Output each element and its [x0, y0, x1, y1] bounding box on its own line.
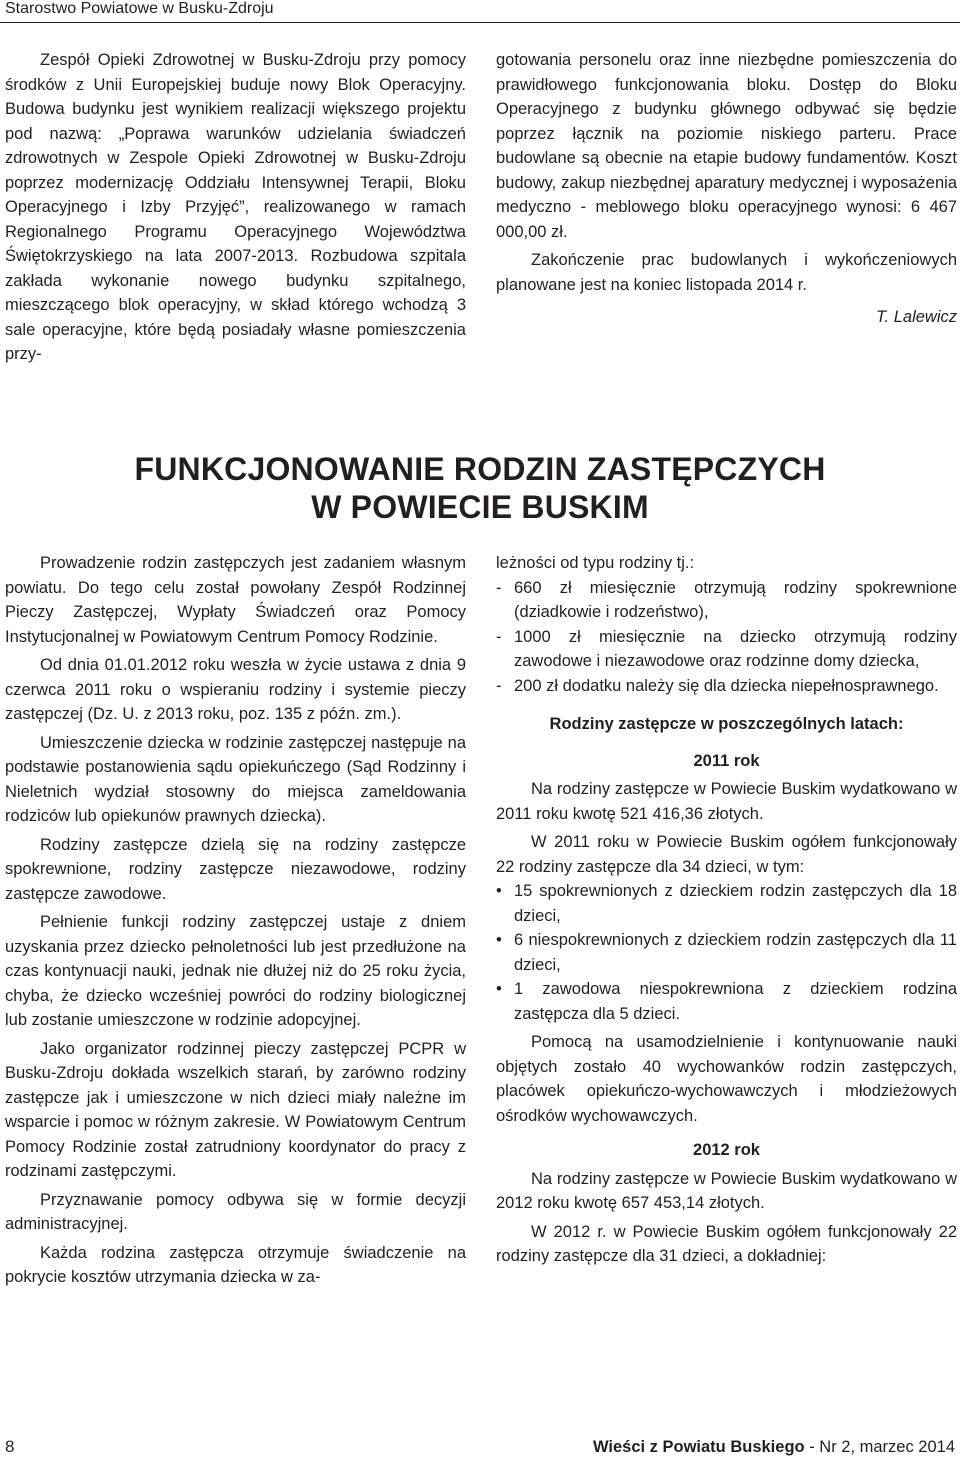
- dash-marker: -: [496, 578, 502, 597]
- journal-name: Wieści z Powiatu Buskiego: [592, 1438, 805, 1456]
- body-paragraph: Pełnienie funkcji rodziny zastępczej ustaje z dniem uzyskania przez dziecko pełnoletności lub jest przedłużone na czas kontynuacji nauki, jednak nie dłużej niż do 25 roku życia, chyba, że dziecko wcześniej powróci do rodziny biologicznej lub zostanie umieszczone w rodzinie adopcyjnej.: [5, 913, 466, 1029]
- article-top-right-column: [496, 48, 957, 330]
- main-right-column: [496, 551, 957, 1269]
- body-paragraph: W 2012 r. w Powiecie Buskim ogółem funkcjonowały 22 rodziny zastępcze dla 31 dzieci, a dokładniej:: [496, 1222, 957, 1265]
- body-paragraph: leżności od typu rodziny tj.:: [496, 554, 695, 572]
- list-item: [496, 928, 957, 977]
- body-paragraph: Rodziny zastępcze dzielą się na rodziny zastępcze spokrewnione, rodziny zastępcze niezawodowe, rodziny zastępcze zawodowe.: [5, 835, 466, 903]
- author-signature: T. Lalewicz: [875, 308, 957, 326]
- body-paragraph: W 2011 roku w Powiecie Buskim ogółem funkcjonowały 22 rodziny zastępcze dla 34 dzieci, w tym:: [496, 833, 957, 876]
- dash-marker: -: [496, 627, 502, 646]
- article-paragraph: gotowania personelu oraz inne niezbędne pomieszczenia do prawidłowego funkcjonowania bloku. Dostęp do Bloku Operacyjnego z budynku głównego odbywać się będzie poprzez łącznik na poziomie niskiego parteru. Prace budowlane są obecnie na etapie budowy fundamentów. Koszt budowy, zakup niezbędnej aparatury medycznej i wyposażenia medyczno - meblowego bloku operacyjnego wynosi: 6 467 000,00 zł.: [496, 51, 957, 241]
- article-headline: [0, 450, 960, 526]
- body-paragraph: Umieszczenie dziecka w rodzinie zastępczej następuje na podstawie postanowienia sądu opiekuńczego (Sąd Rodzinny i Nieletnich wydział stosowny do miejsca zameldowania rodziców lub opiekunów prawnych dziecka).: [5, 733, 466, 825]
- body-paragraph: Przyznawanie pomocy odbywa się w formie decyzji administracyjnej.: [5, 1190, 466, 1233]
- body-paragraph: Jako organizator rodzinnej pieczy zastępczej PCPR w Busku-Zdroju dokłada wszelkich starań, by zarówno rodziny zastępcze jak i umieszczone w nich dzieci miały należne im wsparcie i pomoc w różnym zakresie. W Powiatowym Centrum Pomocy Rodzinie został zatrudniony koordynator do pracy z rodzinami zastępczymi.: [5, 1039, 466, 1180]
- year-heading-2011: 2011 rok: [693, 751, 760, 770]
- list-item: [496, 674, 957, 699]
- article-paragraph: Zespół Opieki Zdrowotnej w Busku-Zdroju przy pomocy środków z Unii Europejskiej buduje nowy Blok Operacyjny. Budowa budynku jest wynikiem realizacji większego projektu pod nazwą: „Poprawa warunków udzielania świadczeń zdrowotnych w Zespole Opieki Zdrowotnej w Busku-Zdroju poprzez modernizację Oddziału Intensywnej Terapii, Bloku Operacyjnego i Izby Przyjęć”, realizowanego w ramach Regionalnego Programu Operacyjnego Województwa Świętokrzyskiego na lata 2007-2013. Rozbudowa szpitala zakłada wykonanie nowego budynku szpitalnego, mieszczącego blok operacyjny, w skład którego wchodzą 3 sale operacyjne, które będą posiadały własne pomieszczenia przy-: [5, 51, 466, 363]
- article-paragraph: Zakończenie prac budowlanych i wykończeniowych planowane jest na koniec listopada 2014 r.: [496, 251, 957, 294]
- bullet-marker: •: [496, 882, 502, 900]
- families-2011-list: [496, 879, 957, 1026]
- body-paragraph: Każda rodzina zastępcza otrzymuje świadczenie na pokrycie kosztów utrzymania dziecka w za-: [5, 1243, 466, 1286]
- list-item-text: 6 niespokrewnionych z dzieckiem rodzin zastępczych dla 11 dzieci,: [514, 931, 957, 974]
- allowance-list: [496, 576, 957, 699]
- page-number: 8: [5, 1437, 15, 1456]
- body-paragraph: Prowadzenie rodzin zastępczych jest zadaniem własnym powiatu. Do tego celu został powołany Zespół Rodzinnej Pieczy Zastępczej, Wypłaty Świadczeń oraz Pomocy Instytucjonalnej w Powiatowym Centrum Pomocy Rodzinie.: [5, 554, 466, 646]
- list-item-text: 1000 zł miesięcznie na dziecko otrzymują rodziny zawodowe i niezawodowe oraz rodzinne domy dziecka,: [514, 627, 957, 670]
- body-paragraph: Od dnia 01.01.2012 roku weszła w życie ustawa z dnia 9 czerwca 2011 roku o wspieraniu rodziny i systemie pieczy zastępczej (Dz. U. z 2013 roku, poz. 135 z późn. zm.).: [5, 656, 466, 723]
- journal-footer: [593, 1437, 955, 1457]
- headline-line-2: W POWIECIE BUSKIM: [311, 489, 649, 525]
- publisher-title: Starostwo Powiatowe w Busku-Zdroju: [5, 0, 274, 17]
- journal-issue: - Nr 2, marzec 2014: [804, 1438, 955, 1456]
- page-header: [0, 0, 960, 23]
- list-item: [496, 879, 957, 928]
- body-paragraph: Na rodziny zastępcze w Powiecie Buskim wydatkowano w 2012 roku kwotę 657 453,14 złotych.: [496, 1169, 957, 1212]
- body-paragraph: Pomocą na usamodzielnienie i kontynuowanie nauki objętych zostało 40 wychowanków rodzin zastępczych, placówek opiekuńczo-wychowawczych i młodzieżowych ośrodków wychowawczych.: [496, 1033, 957, 1125]
- list-item-text: 1 zawodowa niespokrewniona z dzieckiem rodzina zastępcza dla 5 dzieci.: [514, 980, 957, 1023]
- list-item-text: 15 spokrewnionych z dzieckiem rodzin zastępczych dla 18 dzieci,: [514, 882, 957, 925]
- list-item: [496, 625, 957, 674]
- dash-marker: -: [496, 676, 502, 695]
- headline-line-1: FUNKCJONOWANIE RODZIN ZASTĘPCZYCH: [134, 451, 826, 487]
- list-item-text: 660 zł miesięcznie otrzymują rodziny spokrewnione (dziadkowie i rodzeństwo),: [514, 578, 957, 621]
- list-item: [496, 977, 957, 1026]
- article-top-left-column: [5, 48, 466, 367]
- year-heading-2012: 2012 rok: [693, 1141, 760, 1159]
- list-item-text: 200 zł dodatku należy się dla dziecka niepełnosprawnego.: [514, 676, 939, 695]
- body-paragraph: Na rodziny zastępcze w Powiecie Buskim wydatkowano w 2011 roku kwotę 521 416,36 złotych.: [496, 780, 957, 823]
- section-heading: Rodziny zastępcze w poszczególnych latach:: [549, 715, 904, 733]
- bullet-marker: •: [496, 931, 502, 949]
- bullet-marker: •: [496, 980, 502, 998]
- main-left-column: [5, 551, 466, 1290]
- list-item: [496, 576, 957, 625]
